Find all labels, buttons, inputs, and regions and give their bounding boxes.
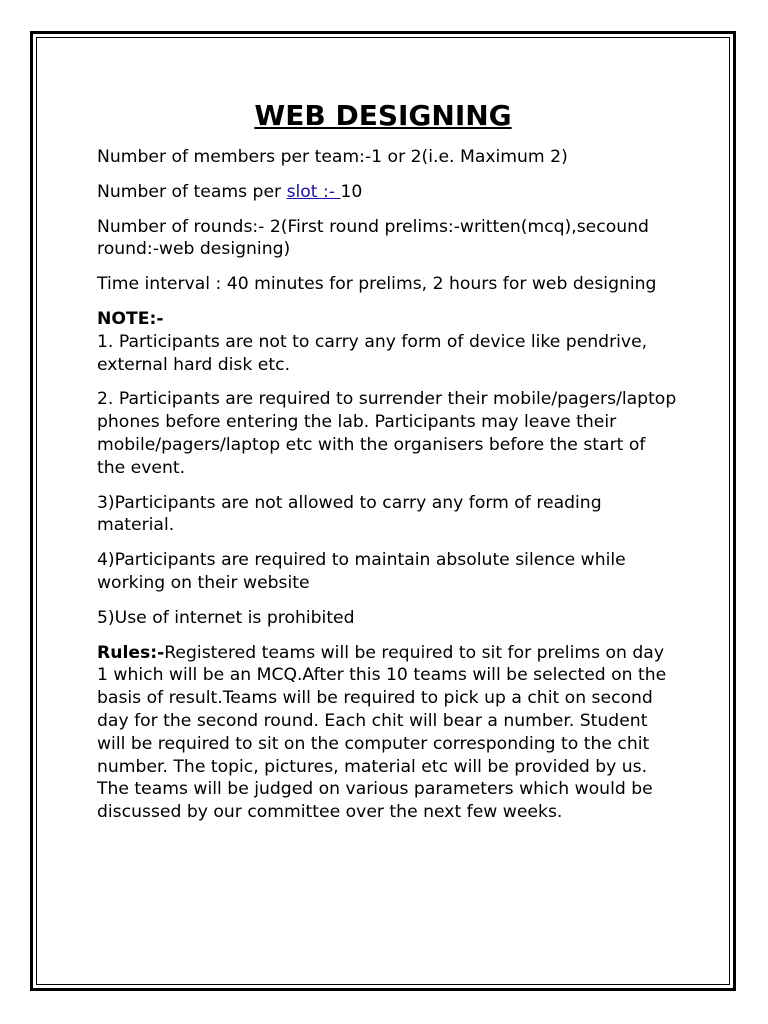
members-per-team: Number of members per team:-1 or 2(i.e. Maximum 2)	[97, 147, 568, 167]
number-of-rounds: Number of rounds:- 2(First round prelims:-written(mcq),secound round:-web designing)	[97, 216, 649, 260]
slot-link[interactable]: slot :-	[286, 181, 341, 202]
note-item-1: 1. Participants are not to carry any form of device like pendrive, external hard disk etc.	[97, 331, 648, 375]
note-section	[97, 308, 677, 376]
document-body	[97, 96, 677, 836]
teams-per-slot-value: 10	[340, 181, 363, 202]
teams-per-slot	[97, 181, 677, 204]
document-title: WEB DESIGNING	[254, 99, 512, 132]
time-interval: Time interval : 40 minutes for prelims, 2 hours for web designing	[97, 274, 657, 295]
note-item-4: 4)Participants are required to maintain absolute silence while working on their website	[97, 550, 626, 593]
rules-label: Rules:-	[97, 642, 165, 663]
note-item-3: 3)Participants are not allowed to carry any form of reading material.	[97, 492, 602, 536]
teams-per-slot-prefix: Number of teams per	[97, 181, 287, 202]
note-item-2: 2. Participants are required to surrender their mobile/pagers/laptop phones before entering the lab. Participants may leave their mobile/pagers/laptop etc with the organisers before the start of the event.	[97, 389, 677, 478]
rules-text: Registered teams will be required to sit for prelims on day 1 which will be an MCQ.After this 10 teams will be selected on the basis of result.Teams will be required to pick up a chit on second day for the second round. Each chit will bear a number. Student will be required to sit on the computer corresponding to the chit number. The topic, pictures, material etc will be provided by us. The teams will be judged on various parameters which would be discussed by our committee over the next few weeks.	[97, 642, 667, 823]
rules-section	[97, 642, 677, 824]
note-label: NOTE:-	[97, 308, 164, 329]
note-item-5: 5)Use of internet is prohibited	[97, 607, 355, 628]
